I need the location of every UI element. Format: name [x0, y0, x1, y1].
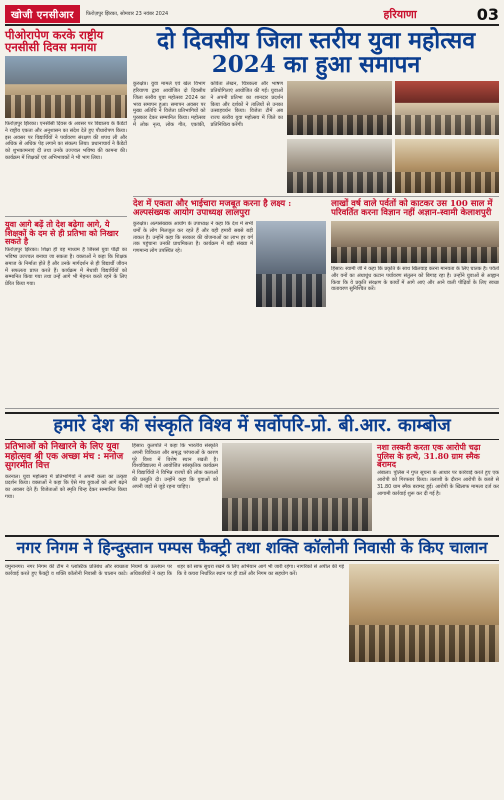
culture-banner [5, 412, 499, 440]
edition-meta: फ़िरोज़पुर झिरका, सोमवार 23 नवंबर 2024 [86, 11, 169, 17]
left-story-1-body: फ़िरोज़पुर झिरका। एनसीसी दिवस के अवसर पर विद्यालय के कैडेटों ने राष्ट्रीय एकता और अनुशासन का संदेश देते हुए पौधारोपण किया। इस अवसर पर विद्यार्थियों ने पर्यावरण संरक्षण की शपथ ली और अधिक से अधिक पेड़ लगाने का संकल्प लिया। प्रधानाचार्य ने कैडेटों को शुभकामनाएं दीं तथा उनके उज्ज्वल भविष्य की कामना की। कार्यक्रम में शिक्षकों एवं अभिभावकों ने भी भाग लिया। [5, 121, 127, 161]
main-photo-1 [287, 81, 392, 135]
right-story-headline: लाखों वर्ष वाले पर्वतों को काटकर उस 100 साल में परिवर्तित करना विज्ञान नहीं अज्ञान-स्वामी केलाशपुरी [331, 199, 493, 219]
page-number: 03 [476, 4, 499, 24]
left-story-2-headline: युवा आगे बढ़ें तो देश बढ़ेगा आगे, ये शिक्षकों के दम से ही प्रतिभा को निखार सकते है [5, 219, 119, 246]
culture-photo [222, 443, 372, 531]
newspaper-logo: खोजी एनसीआर [5, 5, 80, 23]
bottom-left-headline: प्रतिभाओं को निखारने के लिए युवा महोत्सव श्री एक अच्छा मंच : मनोज सुगरमीत वित्त [5, 442, 124, 472]
right-story-photo [331, 221, 499, 263]
left-column [5, 29, 127, 405]
main-photo-3 [287, 139, 392, 193]
main-headline: दो दिवसीय जिला स्तरीय युवा महोत्सव 2024 का हुआ समापन [156, 27, 476, 79]
mid-story-photo [256, 221, 326, 307]
main-body: कुरुक्षेत्र। युवा मामले एवं खेल विभाग हरियाणा द्वारा आयोजित दो दिवसीय जिला स्तरीय युवा महोत्सव 2024 का भव्य समापन हुआ। समापन अवसर पर मुख्य अतिथि ने विजेता प्रतिभागियों को पुरस्कार देकर सम्मानित किया। महोत्सव में लोक नृत्य, लोक गीत, एकांकी, कविता लेखन, चित्रकला और भाषण प्रतियोगिताएं आयोजित की गईं। युवाओं ने अपनी प्रतिभा का शानदार प्रदर्शन किया और दर्शकों ने तालियों से उनका उत्साहवर्धन किया। विजेता टीमें अब राज्य स्तरीय युवा महोत्सव में जिले का प्रतिनिधित्व करेंगी। [133, 81, 283, 128]
bottom-banner [5, 535, 499, 561]
main-photo-4 [395, 139, 500, 193]
mid-story-headline: देश में एकता और भाईचारा मजबूत करना है लक्ष्य : अल्पसंख्यक आयोग उपाध्यक्ष लालपुरा [133, 199, 292, 219]
section-title: हरियाणा [383, 7, 417, 21]
mid-story-body: कुरुक्षेत्र। अल्पसंख्यक आयोग के उपाध्यक्ष ने कहा कि देश में सभी धर्मों के लोग मिलजुल कर रहते हैं और यही हमारी सबसे बड़ी ताकत है। उन्होंने कहा कि सरकार की योजनाओं का लाभ हर वर्ग तक पहुंचाना उनकी प्राथमिकता है। कार्यक्रम में बड़ी संख्या में गणमान्य लोग उपस्थित रहे। [133, 221, 254, 255]
bottom-banner-body: यमुनानगर। नगर निगम की टीम ने प्लास्टिक प्रतिबंध और स्वच्छता नियमों के उल्लंघन पर कार्रवाई करते हुए फैक्ट्री व शक्ति कॉलोनी निवासी के चालान काटे। अधिकारियों ने कहा कि शहर को साफ सुथरा रखने के लिए अभियान आगे भी जारी रहेगा। नागरिकों से अपील की गई कि वे कचरा निर्धारित स्थान पर ही डालें और निगम का सहयोग करें। [5, 563, 344, 577]
bottom-banner-headline: नगर निगम ने हिन्दुस्तान पम्पस फैक्ट्री तथा शक्ति कॉलोनी निवासी के किए चालान [16, 538, 488, 558]
left-story-2-body: फ़िरोज़पुर झिरका। शिक्षा ही वह माध्यम है जिससे युवा पीढ़ी का भविष्य उज्ज्वल बनाया जा सकता है। वक्ताओं ने कहा कि शिक्षक समाज के निर्माता होते हैं और उनके मार्गदर्शन से ही विद्यार्थी जीवन में सफलता प्राप्त करते हैं। कार्यक्रम में मेधावी विद्यार्थियों को सम्मानित किया गया तथा उन्हें आगे भी मेहनत करते रहने के लिए प्रेरित किया गया। [5, 247, 127, 288]
culture-body: हिसार। कुलपति ने कहा कि भारतीय संस्कृति अपनी विविधता और समृद्ध परंपराओं के कारण पूरे विश्व में विशेष स्थान रखती है। विश्वविद्यालय में आयोजित सांस्कृतिक कार्यक्रम में विद्यार्थियों ने विभिन्न राज्यों की लोक कलाओं की प्रस्तुति दी। उन्होंने कहा कि युवाओं को अपनी जड़ों से जुड़े रहना चाहिए। [132, 443, 218, 490]
masthead [5, 4, 499, 26]
police-body: अंबाला। पुलिस ने गुप्त सूचना के आधार पर कार्रवाई करते हुए एक आरोपी को गिरफ्तार किया। तलाशी के दौरान आरोपी के कब्जे से 31.80 ग्राम स्मैक बरामद हुई। आरोपी के खिलाफ मामला दर्ज कर आगामी कार्रवाई शुरू कर दी गई है। [377, 470, 499, 497]
main-photo-2 [395, 81, 500, 135]
main-area [133, 29, 499, 405]
left-story-1-photo [5, 56, 127, 118]
left-story-1-headline: पीओरापेण करके राष्ट्रीय एनसीसी दिवस मनाया [5, 28, 104, 55]
right-story-body: हिसार। स्वामी जी ने कहा कि प्रकृति के साथ खिलवाड़ करना मानवता के लिए घातक है। पर्वतों और वनों का अंधाधुंध कटान पर्यावरण संतुलन को बिगाड़ रहा है। उन्होंने युवाओं से आह्वान किया कि वे प्रकृति संरक्षण के कार्यों में आगे आएं और आने वाली पीढ़ियों के लिए स्वच्छ वातावरण सुनिश्चित करें। [331, 266, 499, 293]
police-headline: नशा तस्करी करता एक आरोपी चढ़ा पुलिस के हत्थे, 31.80 ग्राम स्मैक बरामद [377, 442, 481, 469]
bottom-left-body: करनाल। युवा महोत्सव में प्रतिभागियों ने अपनी कला का उत्कृष्ट प्रदर्शन किया। वक्ताओं ने कहा कि ऐसे मंच युवाओं को आगे बढ़ने का अवसर देते हैं। विजेताओं को स्मृति चिन्ह देकर सम्मानित किया गया। [5, 473, 127, 500]
bottom-banner-photo [349, 564, 499, 662]
culture-headline: हमारे देश की संस्कृति विश्व में सर्वोपरि-प्रो. बी.आर. काम्बोज [53, 415, 451, 437]
